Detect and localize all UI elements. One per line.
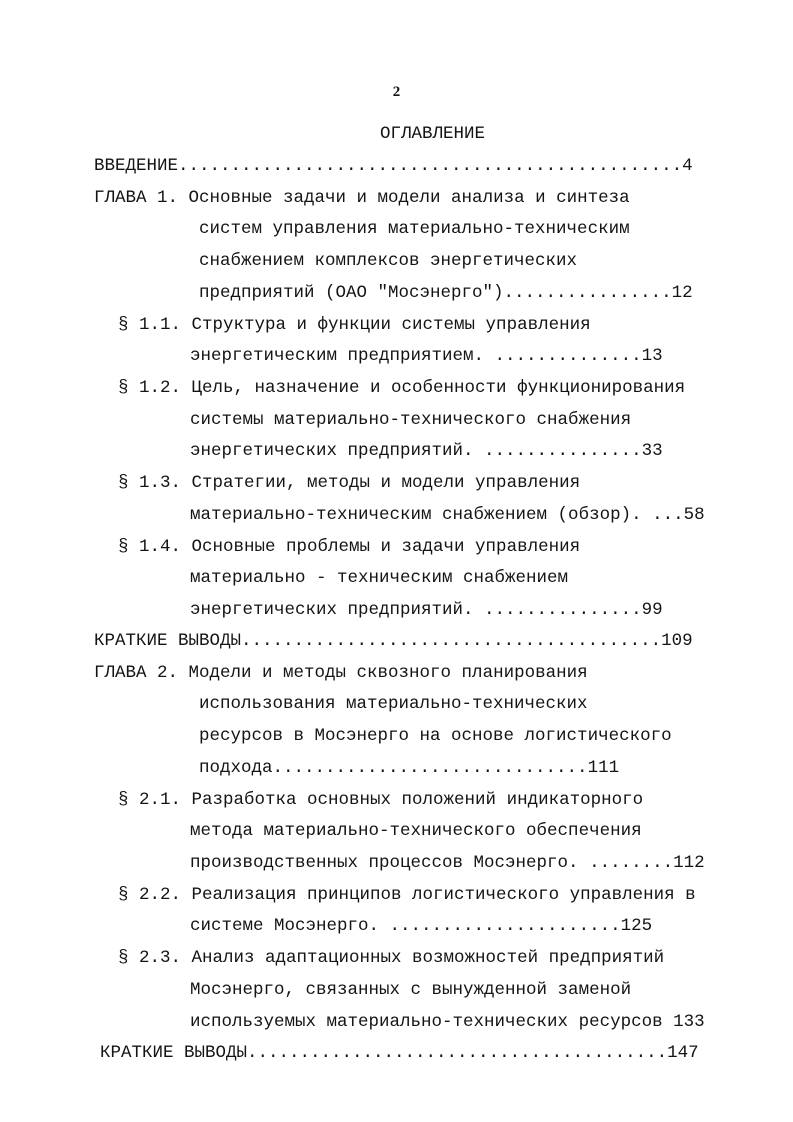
toc-entry-introduction: ВВЕДЕНИЕ................................................4	[94, 156, 693, 176]
toc-section-line: энергетическим предприятием. ..............13	[190, 346, 663, 366]
toc-section-1-4: § 1.4. Основные проблемы и задачи управления	[118, 537, 581, 557]
toc-chapter-1-line: снабжением комплексов энергетических	[199, 251, 578, 271]
toc-section-2-1: § 2.1. Разработка основных положений индикаторного	[118, 790, 644, 810]
toc-section-line: энергетических предприятий. ...............33	[190, 441, 663, 461]
toc-chapter-1-line: систем управления материально-техническим	[199, 219, 630, 239]
toc-section-line: системе Мосэнерго. ......................125	[190, 916, 653, 936]
toc-section-line: используемых материально-технических ресурсов 133	[190, 1012, 705, 1032]
toc-section-1-1: § 1.1. Структура и функции системы управления	[118, 315, 591, 335]
toc-section-line: метода материально-технического обеспечения	[190, 821, 642, 841]
toc-section-line: материально-техническим снабжением (обзор). ...58	[190, 505, 705, 525]
toc-chapter-2-line: подхода..............................111	[199, 758, 620, 778]
toc-section-2-2: § 2.2. Реализация принципов логистического управления в	[118, 885, 696, 905]
toc-chapter-1-line: предприятий (ОАО "Мосэнерго")................12	[199, 283, 693, 303]
toc-entry-summary-2: КРАТКИЕ ВЫВОДЫ........................................147	[100, 1043, 699, 1063]
toc-section-1-3: § 1.3. Стратегии, методы и модели управления	[118, 473, 581, 493]
toc-section-line: материально - техническим снабжением	[190, 568, 569, 588]
toc-entry-summary-1: КРАТКИЕ ВЫВОДЫ........................................109	[94, 631, 693, 651]
page-number: 2	[392, 84, 401, 100]
toc-chapter-2-line: ресурсов в Мосэнерго на основе логистического	[199, 726, 672, 746]
toc-section-1-2: § 1.2. Цель, назначение и особенности функционирования	[118, 378, 686, 398]
toc-section-line: Мосэнерго, связанных с вынужденной заменой	[190, 980, 632, 1000]
toc-chapter-2-line: использования материально-технических	[199, 694, 588, 714]
toc-section-line: энергетических предприятий. ...............99	[190, 600, 663, 620]
toc-chapter-2-heading: ГЛАВА 2. Модели и методы сквозного планирования	[94, 663, 588, 683]
toc-chapter-1-heading: ГЛАВА 1. Основные задачи и модели анализа и синтеза	[94, 188, 630, 208]
page-title: ОГЛАВЛЕНИЕ	[379, 124, 486, 144]
toc-section-line: производственных процессов Мосэнерго. ........112	[190, 853, 705, 873]
toc-section-2-3: § 2.3. Анализ адаптационных возможностей предприятий	[118, 948, 665, 968]
toc-section-line: системы материально-технического снабжения	[190, 410, 632, 430]
